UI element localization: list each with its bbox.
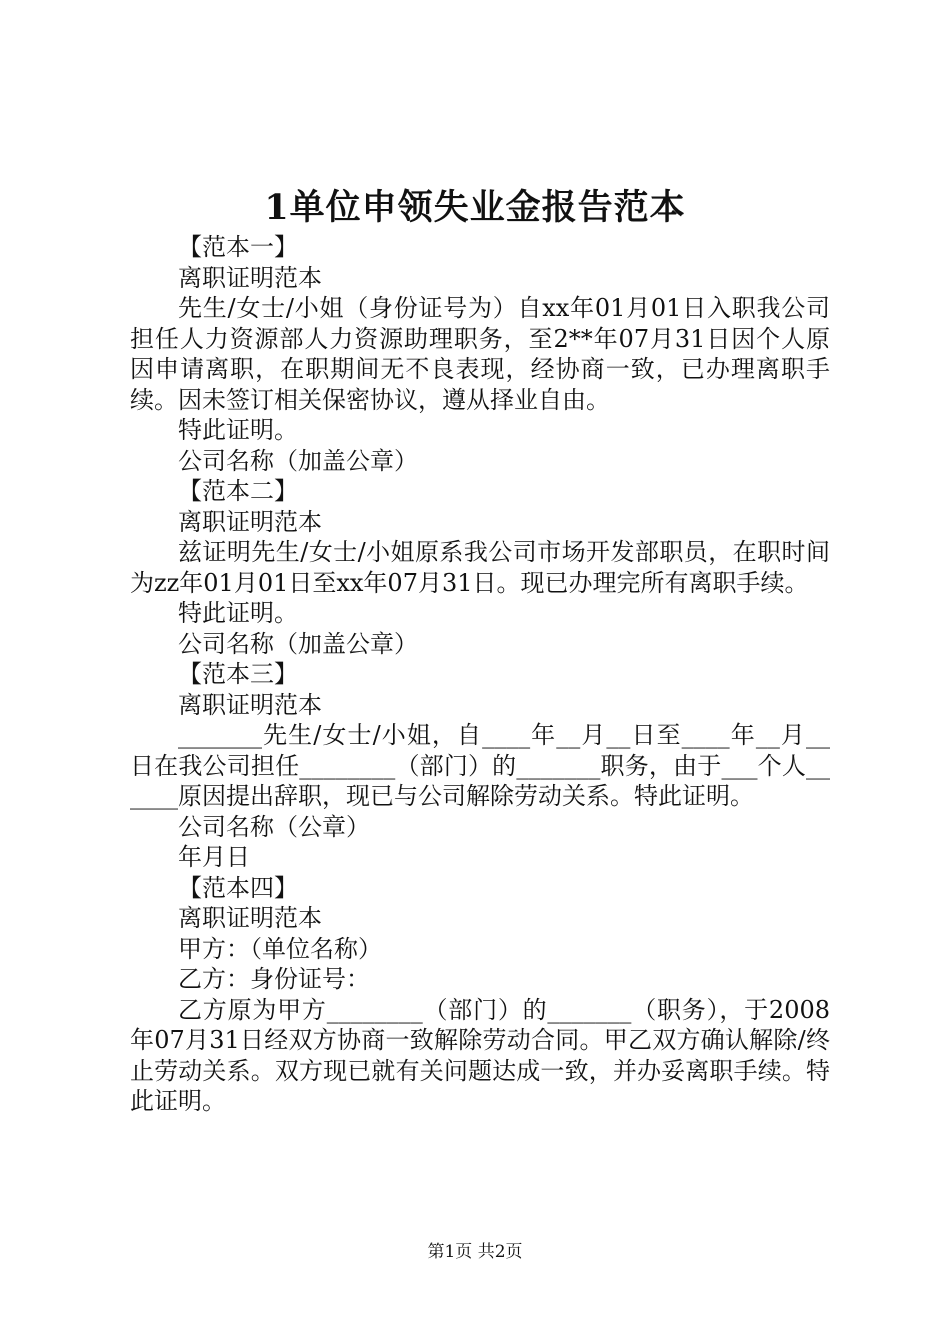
document-body <box>130 232 830 1117</box>
section-heading-1: 【范本一】 <box>178 233 298 261</box>
paragraph: 先生/女士/小姐（身份证号为）自xx年01月01日入职我公司担任人力资源部人力资源助理职务，至2**年07月31日因个人原因申请离职，在职期间无不良表现，经协商一致，已办理离职手续。因未签订相关保密协议，遵从择业自由。 <box>130 294 830 414</box>
page-footer: 第1页 共2页 <box>427 1242 523 1262</box>
certificate-title: 离职证明范本 <box>178 904 322 932</box>
paragraph: 特此证明。 <box>178 599 298 627</box>
company-signature: 公司名称（公章） <box>178 812 370 841</box>
section-heading-4: 【范本四】 <box>178 873 298 902</box>
date-line: 年月日 <box>178 843 250 871</box>
section-heading-3: 【范本三】 <box>178 660 298 688</box>
certificate-title: 离职证明范本 <box>178 507 322 536</box>
party-b-line: 乙方：身份证号： <box>178 965 370 993</box>
company-signature: 公司名称（加盖公章） <box>178 446 418 475</box>
paragraph: 特此证明。 <box>178 416 298 444</box>
party-a-line: 甲方：（单位名称） <box>178 934 382 963</box>
paragraph: 兹证明先生/女士/小姐原系我公司市场开发部职员，在职时间为zz年01月01日至xx年07月31日。现已办理完所有离职手续。 <box>130 538 830 597</box>
section-heading-2: 【范本二】 <box>178 477 298 505</box>
company-signature: 公司名称（加盖公章） <box>178 629 418 658</box>
paragraph: 乙方原为甲方________（部门）的_______（职务），于2008年07月31日经双方协商一致解除劳动合同。甲乙双方确认解除/终止劳动关系。双方现已就有关问题达成一致，并办妥离职手续。特此证明。 <box>130 995 830 1115</box>
certificate-title: 离职证明范本 <box>178 690 322 719</box>
document-title: 1单位申领失业金报告范本 <box>264 187 686 228</box>
certificate-title: 离职证明范本 <box>178 263 322 292</box>
paragraph: _______先生/女士/小姐，自____年__月__日至____年__月__日在我公司担任________（部门）的_______职务，由于___个人______原因提出辞职，现已与公司解除劳动关系。特此证明。 <box>130 721 830 810</box>
